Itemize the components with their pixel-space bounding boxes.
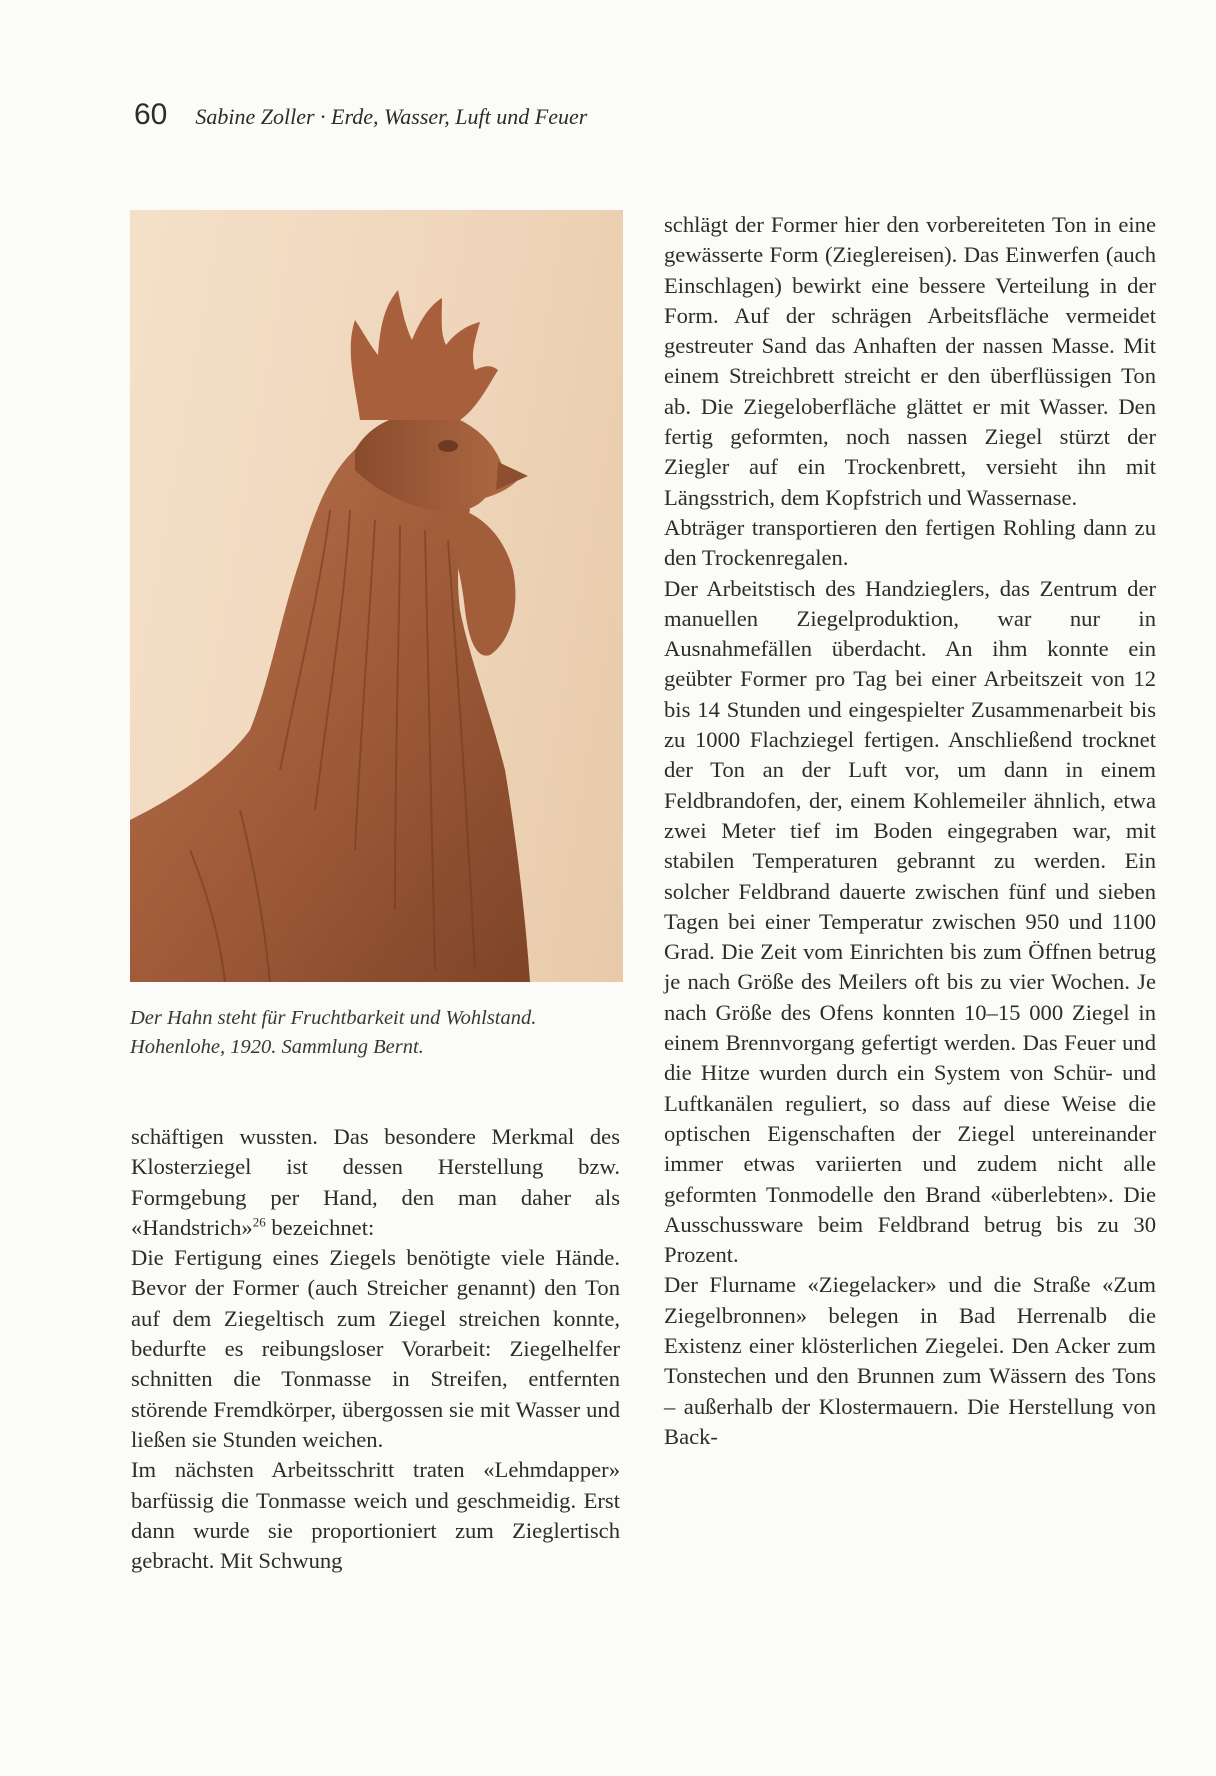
right-paragraph-4: Der Flurname «Ziegelacker» und die Straße «Zum Ziegelbronnen» belegen in Bad Herrenalb die Existenz einer klösterlichen Ziegelei. Den Acker zum Tonstechen und den Brunnen zum Wässern des Tons – außerhalb der Klostermauern. Die Herstellung von Back-: [664, 1272, 1156, 1449]
footnote-marker: 26: [252, 1214, 266, 1230]
left-paragraph-3: Im nächsten Arbeitsschritt traten «Lehmdapper» barfüssig die Tonmasse weich und geschmeidig. Erst dann wurde sie proportioniert zum Zieglertisch gebracht. Mit Schwung: [131, 1457, 620, 1574]
page-header: [134, 98, 587, 138]
left-paragraph-2: Die Fertigung eines Ziegels benötigte viele Hände. Bevor der Former (auch Streicher genannt) den Ton auf dem Ziegeltisch zum Ziegel streichen konnte, bedurfte es reibungsloser Vorarbeit: Ziegelhelfer schnitten die Tonmasse in Streifen, entfernten störende Fremdkörper, übergossen sie mit Wasser und ließen sie Stunden weichen.: [131, 1245, 620, 1452]
running-title: Sabine Zoller · Erde, Wasser, Luft und Feuer: [195, 104, 588, 129]
left-paragraph-1: [131, 1122, 620, 1243]
left-paragraph-1-end: bezeichnet:: [265, 1214, 375, 1240]
right-paragraph-2: Abträger transportieren den fertigen Rohling dann zu den Trockenregalen.: [664, 514, 1156, 571]
caption-line-2: Hohenlohe, 1920. Sammlung Bernt.: [130, 1036, 424, 1058]
right-column: [664, 210, 1156, 1452]
page-number: 60: [134, 98, 168, 131]
caption-line-1: Der Hahn steht für Fruchtbarkeit und Wohlstand.: [130, 1007, 537, 1029]
right-paragraph-3: Der Arbeitstisch des Handzieglers, das Zentrum der manuellen Ziegelproduktion, war nur in Ausnahmefällen überdacht. An ihm konnte ein geübter Former pro Tag bei einer Arbeitszeit von 12 bis 14 Stunden und eingespielter Zusammenarbeit bis zu 1000 Flachziegel fertigen. Anschließend trocknet der Ton an der Luft vor, um dann in einem Feldbrandofen, der, einem Kohlemeiler ähnlich, etwa zwei Meter tief im Boden eingegraben war, mit stabilen Temperaturen gebrannt zu werden. Ein solcher Feldbrand dauerte zwischen fünf und sieben Tagen bei einer Temperatur zwischen 950 und 1100 Grad. Die Zeit vom Einrichten bis zum Öffnen betrug je nach Größe des Meilers oft bis zu vier Wochen. Je nach Größe des Ofens konnten 10–15 000 Ziegel in einem Brennvorgang gefertigt werden. Das Feuer und die Hitze wurden durch ein System von Schür- und Luftkanälen reguliert, so dass auf diese Weise die optischen Eigenschaften der Ziegel untereinander immer etwas variierten und zudem nicht alle geformten Tonmodelle den Brand «überlebten». Die Ausschussware beim Feldbrand betrug bis zu 30 Prozent.: [664, 575, 1156, 1268]
right-paragraph-1: schlägt der Former hier den vorbereiteten Ton in eine gewässerte Form (Zieglereisen). Das Einwerfen (auch Einschlagen) bewirkt eine bessere Verteilung in der Form. Auf der schrägen Arbeitsfläche vermeidet gestreuter Sand das Anhaften der nassen Masse. Mit einem Streichbrett streicht er den überflüssigen Ton ab. Die Ziegeloberfläche glättet er mit Wasser. Den fertig geformten, noch nassen Ziegel stürzt der Ziegler auf ein Trockenbrett, versieht ihn mit Längsstrich, dem Kopfstrich und Wassernase.: [664, 212, 1156, 510]
rooster-photo: [130, 210, 623, 982]
left-paragraph-1-text: schäftigen wussten. Das besondere Merkmal des Klosterziegel ist dessen Herstellung bzw. Formgebung per Hand, den man daher als «Handstrich»: [131, 1124, 620, 1240]
left-column: [131, 1122, 620, 1576]
figure-caption: [130, 1004, 630, 1062]
